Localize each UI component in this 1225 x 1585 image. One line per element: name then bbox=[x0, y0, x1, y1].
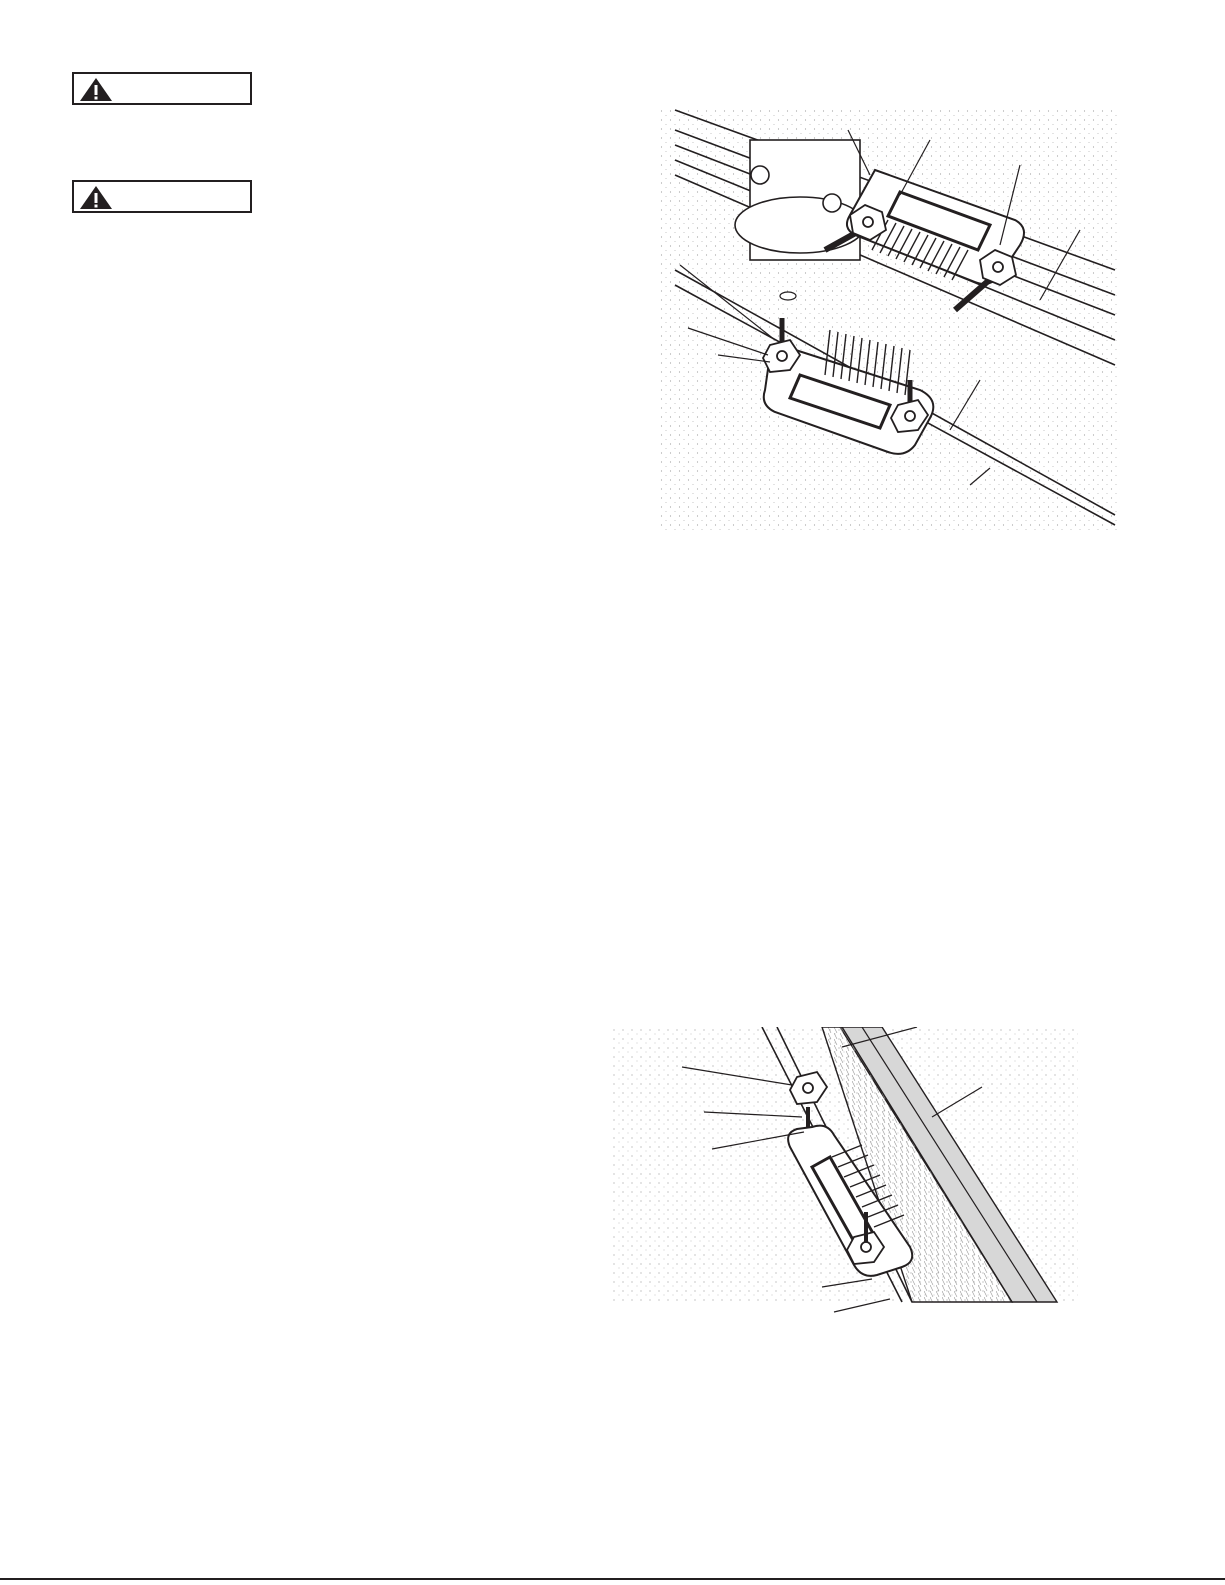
figure-featherboard-workpiece bbox=[612, 1027, 1078, 1317]
figure-1-illustration bbox=[660, 100, 1120, 530]
warning-triangle-icon bbox=[79, 185, 113, 210]
footer-rule bbox=[0, 1578, 1225, 1580]
figure-2-illustration bbox=[612, 1027, 1078, 1317]
figure-featherboard-installation bbox=[660, 100, 1120, 530]
warning-box-2 bbox=[72, 180, 252, 213]
warning-triangle-icon bbox=[79, 77, 113, 102]
warning-box-1 bbox=[72, 72, 252, 105]
